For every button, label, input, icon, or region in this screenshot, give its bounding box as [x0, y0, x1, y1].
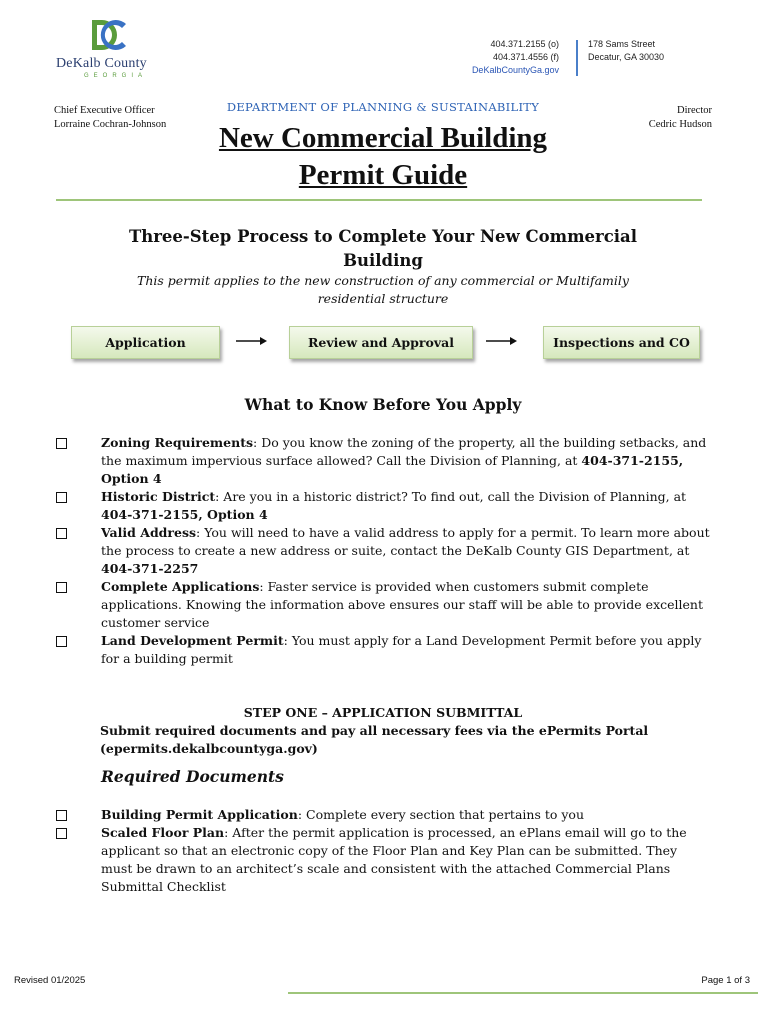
item-text: : Do you know the zoning of the property, all the building setbacks, and the maximum impervious surface allowed? Call the Division of Planning, at — [101, 435, 707, 468]
ceo-title: Chief Executive Officer — [54, 105, 155, 116]
city: Decatur, GA 30030 — [588, 52, 665, 62]
contact-divider — [576, 40, 578, 76]
address-block — [588, 38, 664, 64]
ceo-name: Lorraine Cochran-Johnson — [54, 119, 167, 130]
revised-date: Revised 01/2025 — [14, 975, 86, 986]
checklist-item-land-dev — [56, 632, 716, 668]
director-block — [649, 104, 712, 132]
contact-block — [472, 38, 559, 77]
item-label: Scaled Floor Plan — [101, 825, 225, 840]
logo-wordmark: DeKalb County — [56, 56, 147, 71]
checkbox-icon[interactable] — [56, 582, 67, 593]
item-text: : Are you in a historic district? To find out, call the Division of Planning, at — [215, 489, 687, 504]
item-phone: 404-371-2257 — [101, 561, 199, 576]
title-line-1: New Commercial Building — [218, 122, 548, 154]
footer-divider — [288, 992, 758, 994]
step-application: Application — [71, 326, 220, 359]
checklist-item-complete — [56, 578, 716, 632]
item-phone: 404-371-2155, Option 4 — [101, 507, 268, 522]
arrow-right-icon — [486, 334, 518, 348]
step-one-desc: Submit required documents and pay all necessary fees via the ePermits Portal (epermits.dekalbcountyga.gov) — [100, 723, 649, 756]
page-title — [180, 120, 586, 194]
phone-office: 404.371.2155 (o) — [490, 39, 559, 49]
checkbox-icon[interactable] — [56, 636, 67, 647]
street: 178 Sams Street — [588, 39, 656, 49]
item-text: : You will need to have a valid address to apply for a permit. To learn more about the process to create a new address or suite, contact the DeKalb County GIS Department, at — [101, 525, 710, 558]
director-title: Director — [677, 105, 712, 116]
checkbox-icon[interactable] — [56, 438, 67, 449]
item-text: : After the permit application is processed, an ePlans email will go to the applicant so that an electronic copy of the Floor Plan and Key Plan can be submitted. They must be drawn to an architect’s scale and consistent with the attached Commercial Plans Submittal Checklist — [101, 825, 687, 894]
item-label: Historic District — [101, 489, 216, 504]
item-phone: 404-371-2155, Option 4 — [101, 453, 684, 486]
checklist-item-floor-plan — [56, 824, 696, 896]
checkbox-icon[interactable] — [56, 828, 67, 839]
required-docs-checklist — [56, 806, 696, 896]
step-inspections-co: Inspections and CO — [543, 326, 700, 359]
before-apply-checklist — [56, 434, 716, 668]
process-heading: Three-Step Process to Complete Your New Commercial Building — [128, 227, 638, 270]
item-label: Zoning Requirements — [101, 435, 254, 450]
checklist-item-address — [56, 524, 716, 578]
step-one-title: STEP ONE – APPLICATION SUBMITTAL — [243, 705, 523, 720]
checklist-item-zoning — [56, 434, 716, 488]
checkbox-icon[interactable] — [56, 528, 67, 539]
title-line-2: Permit Guide — [298, 159, 468, 191]
phone-fax: 404.371.4556 (f) — [492, 52, 559, 62]
step-one-block — [100, 704, 666, 758]
department-name: DEPARTMENT OF PLANNING & SUSTAINABILITY — [226, 100, 540, 114]
checkbox-icon[interactable] — [56, 810, 67, 821]
checklist-item-building-app — [56, 806, 696, 824]
checklist-item-historic — [56, 488, 716, 524]
checkbox-icon[interactable] — [56, 492, 67, 503]
website-link[interactable]: DeKalbCountyGa.gov — [471, 65, 559, 75]
logo-subtitle: GEORGIA — [84, 73, 148, 79]
item-label: Complete Applications — [101, 579, 260, 594]
item-text: : Faster service is provided when customers submit complete applications. Knowing the information above ensures our staff will be able to provide excellent customer service — [101, 579, 703, 630]
item-text: : Complete every section that pertains to you — [297, 807, 584, 822]
ceo-block — [54, 104, 166, 132]
item-label: Land Development Permit — [101, 633, 284, 648]
page-number: Page 1 of 3 — [701, 975, 750, 986]
item-text: : You must apply for a Land Development Permit before you apply for a building permit — [101, 633, 702, 666]
before-apply-heading: What to Know Before You Apply — [244, 395, 522, 414]
arrow-right-icon — [236, 334, 268, 348]
item-label: Building Permit Application — [101, 807, 298, 822]
process-subtitle: This permit applies to the new construction of any commercial or Multifamily residential structure — [137, 273, 629, 306]
director-name: Cedric Hudson — [648, 119, 712, 130]
required-docs-heading: Required Documents — [101, 767, 284, 786]
step-review-approval: Review and Approval — [289, 326, 473, 359]
header-divider — [56, 199, 702, 201]
item-label: Valid Address — [101, 525, 197, 540]
